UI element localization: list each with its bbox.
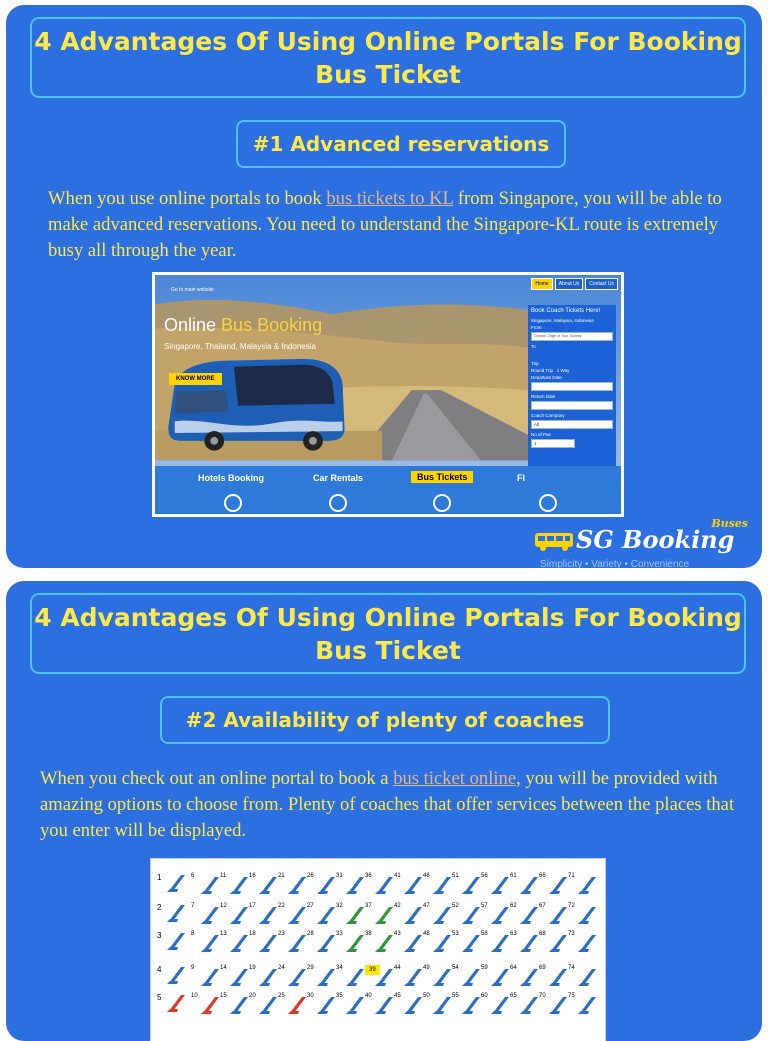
seat-number: 43 xyxy=(394,931,401,937)
seat-number: 12 xyxy=(220,903,227,909)
seat-number: 49 xyxy=(423,965,430,971)
seat-number: 72 xyxy=(568,903,575,909)
seat-number: 65 xyxy=(510,993,517,999)
seat-map xyxy=(150,858,606,1041)
seat-number: 60 xyxy=(481,993,488,999)
trip-label: Trip xyxy=(531,361,539,366)
seat-number: 1 xyxy=(157,873,162,882)
seat-number: 13 xyxy=(220,931,227,937)
seat-number: 6 xyxy=(191,873,195,879)
service-nav xyxy=(155,466,621,517)
seat-number: 37 xyxy=(365,903,372,909)
brand-white: Online xyxy=(164,315,222,335)
nav-flights[interactable]: Fl xyxy=(517,473,525,483)
know-more-button[interactable]: KNOW MORE xyxy=(169,373,222,385)
seat-number: 69 xyxy=(539,965,546,971)
seat-number: 40 xyxy=(365,993,372,999)
seat-number: 53 xyxy=(452,931,459,937)
hotel-icon xyxy=(224,494,242,512)
seat-icon[interactable] xyxy=(165,963,191,989)
seat-icon[interactable] xyxy=(576,965,602,991)
seat-number: 56 xyxy=(481,873,488,879)
seat-number: 18 xyxy=(249,931,256,937)
seat-row xyxy=(151,929,605,959)
pax-label: No of Pax xyxy=(531,432,551,437)
seat-number: 64 xyxy=(510,965,517,971)
bus-logo-icon xyxy=(534,531,574,553)
seat-number: 30 xyxy=(307,993,314,999)
top-nav-tabs xyxy=(531,278,618,290)
seat-number: 3 xyxy=(157,931,162,940)
slide-title: 4 Advantages Of Using Online Portals For Booking Bus Ticket xyxy=(30,593,746,674)
seat-number: 73 xyxy=(568,931,575,937)
seat-row xyxy=(151,901,605,931)
seat-row xyxy=(151,963,605,993)
seat-number: 51 xyxy=(452,873,459,879)
seat-icon[interactable] xyxy=(576,903,602,929)
seat-icon[interactable] xyxy=(576,931,602,957)
return-label: Return Date xyxy=(531,394,556,399)
slide-paragraph xyxy=(40,766,740,844)
from-select[interactable]: Choose Origin of Your Journey xyxy=(531,332,613,341)
seat-icon[interactable] xyxy=(165,991,191,1017)
seat-icon[interactable] xyxy=(165,871,191,897)
seat-number: 4 xyxy=(157,965,162,974)
seat-number: 5 xyxy=(157,993,162,1002)
brand-name xyxy=(164,315,322,336)
logo-tagline: Simplicity • Variety • Convenience xyxy=(540,559,690,568)
logo-buses-text: Buses xyxy=(711,517,748,530)
seat-number: 66 xyxy=(539,873,546,879)
main-website-link[interactable]: Go to main website xyxy=(171,287,214,293)
seat-number: 19 xyxy=(249,965,256,971)
seat-row xyxy=(151,871,605,901)
seat-number: 54 xyxy=(452,965,459,971)
seat-number: 21 xyxy=(278,873,285,879)
tab-about-us[interactable]: About Us xyxy=(555,278,584,290)
seat-number: 7 xyxy=(191,903,195,909)
slide-subtitle: #1 Advanced reservations xyxy=(236,120,566,168)
radio-round-trip[interactable]: Round Trip xyxy=(531,368,554,373)
website-screenshot xyxy=(152,272,624,517)
paragraph-text: When you use online portals to book xyxy=(48,188,327,209)
slide-2 xyxy=(6,581,762,1041)
seat-number: 71 xyxy=(568,873,575,879)
paragraph-text: When you check out an online portal to book a xyxy=(40,768,394,789)
brand-tagline: Singapore, Thailand, Malaysia & Indonesia xyxy=(164,342,316,351)
seat-number: 39 xyxy=(365,965,380,975)
plane-icon xyxy=(539,494,557,512)
seat-number: 46 xyxy=(423,873,430,879)
nav-car-rentals[interactable]: Car Rentals xyxy=(313,473,364,483)
seat-number: 11 xyxy=(220,873,227,879)
seat-number: 58 xyxy=(481,931,488,937)
seat-number: 68 xyxy=(539,931,546,937)
seat-number: 16 xyxy=(249,873,256,879)
seat-number: 10 xyxy=(191,993,198,999)
return-date-input[interactable] xyxy=(531,401,613,410)
seat-number: 23 xyxy=(278,931,285,937)
trip-options[interactable] xyxy=(531,368,613,373)
seat-icon[interactable] xyxy=(165,901,191,927)
seat-number: 35 xyxy=(336,993,343,999)
to-label: To xyxy=(531,344,536,349)
seat-number: 9 xyxy=(191,965,195,971)
seat-number: 27 xyxy=(307,903,314,909)
seat-number: 36 xyxy=(365,873,372,879)
seat-number: 62 xyxy=(510,903,517,909)
seat-icon[interactable] xyxy=(576,873,602,899)
seat-number: 42 xyxy=(394,903,401,909)
seat-number: 31 xyxy=(336,873,343,879)
radio-one-way[interactable]: 1 Way xyxy=(556,368,570,373)
slide-title: 4 Advantages Of Using Online Portals For Booking Bus Ticket xyxy=(30,17,746,98)
seat-number: 44 xyxy=(394,965,401,971)
seat-number: 29 xyxy=(307,965,314,971)
form-heading: Book Coach Tickets Here! xyxy=(531,308,601,314)
seat-number: 75 xyxy=(568,993,575,999)
departure-date-input[interactable] xyxy=(531,382,613,391)
seat-number: 38 xyxy=(365,931,372,937)
seat-number: 45 xyxy=(394,993,401,999)
departure-label: Departure Date xyxy=(531,375,562,380)
slide-subtitle: #2 Availability of plenty of coaches xyxy=(160,696,610,744)
seat-number: 26 xyxy=(307,873,314,879)
paragraph-text: , you will be provided with amazing options to choose from. Plenty of coaches that offer services between the places that you enter will be displayed. xyxy=(40,768,735,841)
slide-paragraph xyxy=(48,186,738,264)
nav-bus-tickets[interactable]: Bus Tickets xyxy=(411,471,473,483)
company-select[interactable]: All xyxy=(531,420,613,429)
seat-number: 32 xyxy=(336,903,343,909)
form-route: Singapore, Malaysia, Indonesia xyxy=(531,318,594,323)
tab-contact-us[interactable]: Contact Us xyxy=(585,278,618,290)
seat-number: 50 xyxy=(423,993,430,999)
bus-tickets-link[interactable]: bus tickets to KL xyxy=(326,188,454,209)
seat-icon[interactable] xyxy=(165,929,191,955)
seat-number: 57 xyxy=(481,903,488,909)
from-label: From xyxy=(531,325,542,330)
seat-number: 14 xyxy=(220,965,227,971)
company-label: Coach Company xyxy=(531,413,565,418)
seat-number: 33 xyxy=(336,931,343,937)
tab-home[interactable]: Home xyxy=(531,278,552,290)
seat-number: 25 xyxy=(278,993,285,999)
seat-number: 59 xyxy=(481,965,488,971)
logo-main-text: SG Booking xyxy=(576,525,735,554)
seat-number: 70 xyxy=(539,993,546,999)
seat-icon[interactable] xyxy=(576,993,602,1019)
seat-number: 8 xyxy=(191,931,195,937)
seat-number: 22 xyxy=(278,903,285,909)
bus-ticket-online-link[interactable]: bus ticket online xyxy=(393,768,517,789)
seat-number: 41 xyxy=(394,873,401,879)
seat-number: 63 xyxy=(510,931,517,937)
seat-number: 2 xyxy=(157,903,162,912)
brand-yellow: Bus Booking xyxy=(221,315,323,335)
seat-number: 48 xyxy=(423,931,430,937)
pax-select[interactable]: 1 xyxy=(531,439,575,448)
seat-row xyxy=(151,991,605,1021)
seat-number: 67 xyxy=(539,903,546,909)
paragraph-text: from Singapore, you will be able to make advanced reservations. You need to understand the Singapore-KL route is extremely busy all through the year. xyxy=(48,188,722,261)
seat-number: 34 xyxy=(336,965,343,971)
car-icon xyxy=(329,494,347,512)
seat-number: 17 xyxy=(249,903,256,909)
bus-icon xyxy=(433,494,451,512)
seat-number: 74 xyxy=(568,965,575,971)
seat-number: 24 xyxy=(278,965,285,971)
nav-hotels-booking[interactable]: Hotels Booking xyxy=(198,473,265,483)
slide-1 xyxy=(6,5,762,568)
seat-number: 52 xyxy=(452,903,459,909)
seat-number: 20 xyxy=(249,993,256,999)
seat-number: 47 xyxy=(423,903,430,909)
seat-number: 28 xyxy=(307,931,314,937)
seat-number: 55 xyxy=(452,993,459,999)
seat-number: 61 xyxy=(510,873,517,879)
seat-number: 15 xyxy=(220,993,227,999)
sg-booking-logo xyxy=(532,517,762,568)
